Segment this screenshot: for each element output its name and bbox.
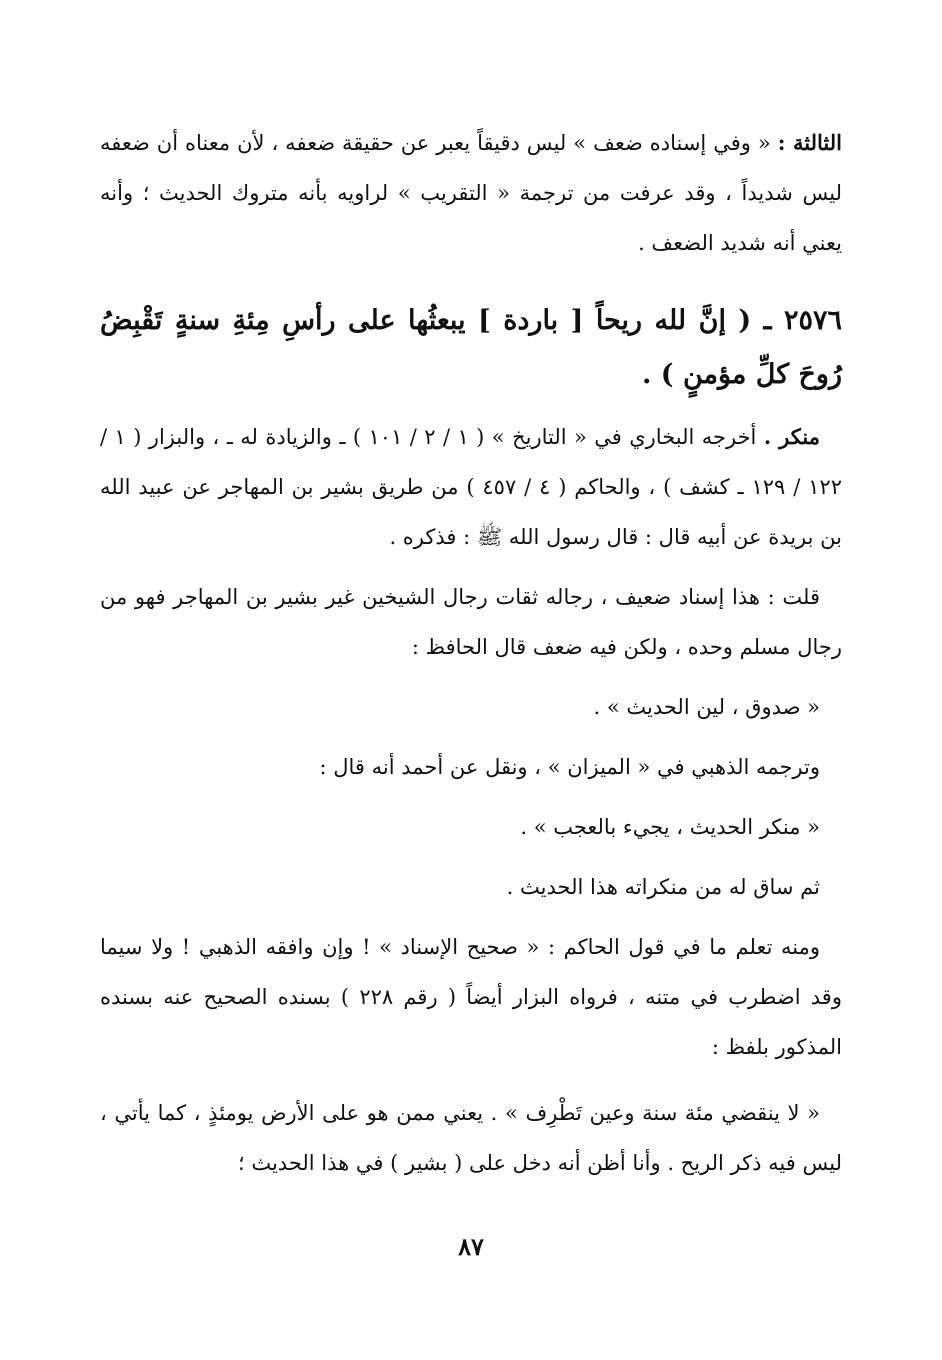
quote-ahmad: « منكر الحديث ، يجيء بالعجب » . (520, 815, 820, 839)
hadith-text: ٢٥٧٦ ـ ( إنَّ لله ريحاً [ باردة ] يبعثُها على رأسِ مِئةِ سنةٍ تَقْبِضُ رُوحَ كلِّ مؤمنٍ ) . (100, 305, 842, 390)
document-page (100, 118, 842, 1298)
quote-hafiz: « صدوق ، لين الحديث » . (593, 695, 820, 719)
paragraph-lead-word: الثالثة : (777, 130, 842, 155)
paragraph-text: « وفي إسناده ضعف » ليس دقيقاً يعبر عن حقيقة ضعفه ، لأن معناه أن ضعفه ليس شديداً ، وقد عرفت من ترجمة « التقريب » لراويه بأنه متروك الحديث ؛ وأنه يعني أنه شديد الضعف . (100, 131, 842, 255)
paragraph-grading (100, 412, 842, 562)
grading-word: منكر . (763, 424, 820, 449)
paragraph-text: أخرجه البخاري في « التاريخ » ( ١ / ٢ / ١٠١ ) ـ والزيادة له ـ ، والبزار ( ١ / ١٢٢ / ١٢٩ ـ كشف ) ، والحاكم ( ٤ / ٤٥٧ ) من طريق بشير بن المهاجر عن عبيد الله بن بريدة عن أبيه قال : قال رسول الله ﷺ : فذكره . (100, 425, 842, 549)
paragraph-isnad-analysis: قلت : هذا إسناد ضعيف ، رجاله ثقات رجال الشيخين غير بشير بن المهاجر فهو من رجال مسلم وحده ، ولكن فيه ضعف قال الحافظ : (100, 585, 842, 659)
paragraph-munkarat: ثم ساق له من منكراته هذا الحديث . (506, 875, 820, 899)
paragraph-third-point (100, 118, 842, 268)
paragraph-hakim: ومنه تعلم ما في قول الحاكم : « صحيح الإسناد » ! وإن وافقه الذهبي ! ولا سيما وقد اضطرب في متنه ، فرواه البزار أيضاً ( رقم ٢٢٨ ) بسنده الصحيح عنه بسنده المذكور بلفظ : (100, 935, 842, 1059)
paragraph-dhahabi: وترجمه الذهبي في « الميزان » ، ونقل عن أحمد أنه قال : (319, 755, 820, 779)
paragraph-lafz: « لا ينقضي مئة سنة وعين تَطْرِف » . يعني ممن هو على الأرض يومئذٍ ، كما يأتي ، ليس فيه ذكر الريح . وأنا أظن أنه دخل على ( بشير ) في هذا الحديث ؛ (100, 1101, 842, 1175)
page-number: ٨٧ (458, 1232, 484, 1261)
